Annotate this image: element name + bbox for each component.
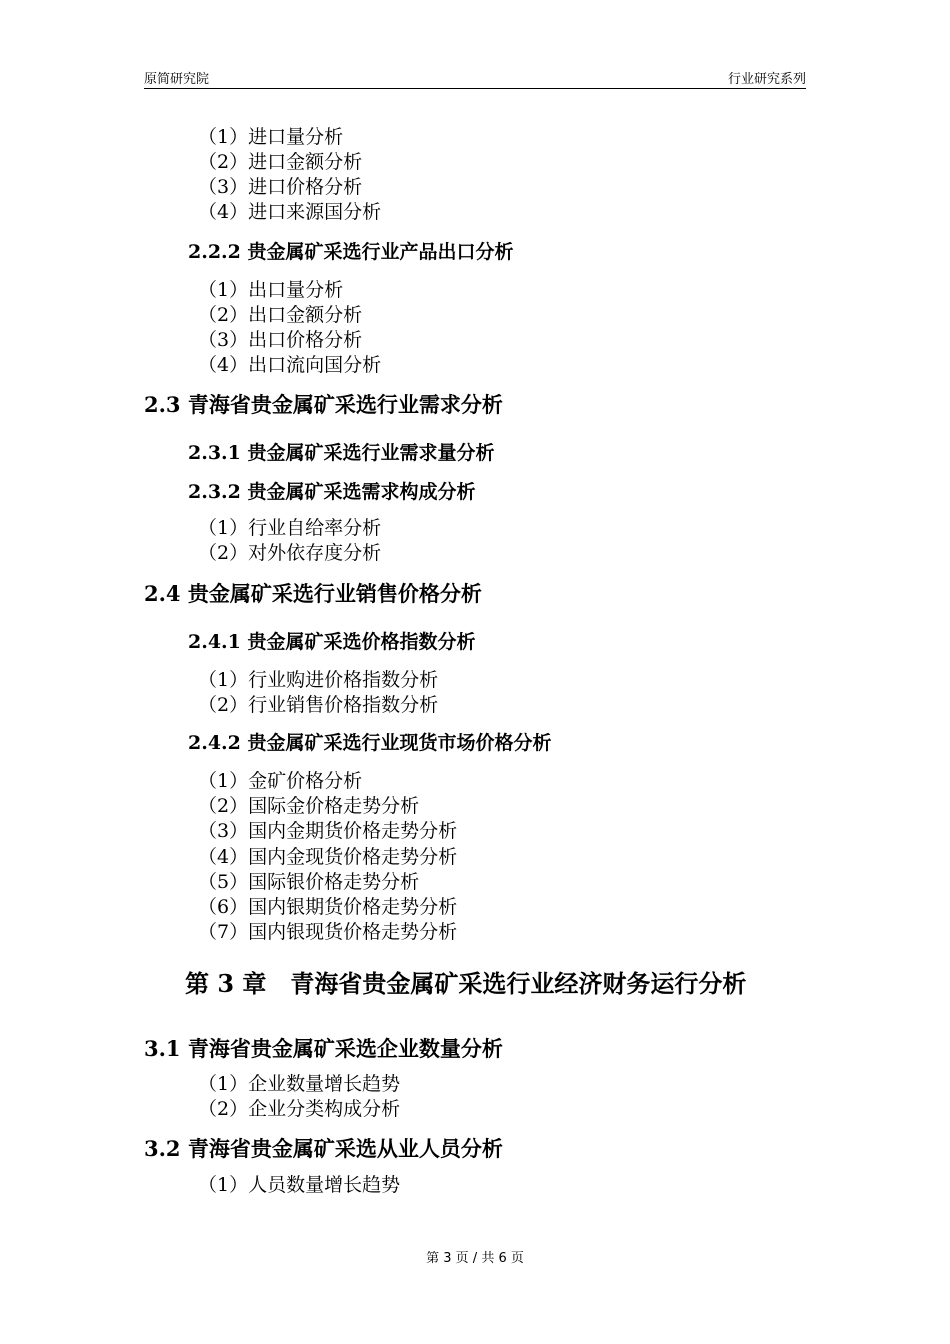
toc-line-13: （2）对外依存度分析 <box>198 542 382 564</box>
toc-line-10: 2.3.1 贵金属矿采选行业需求量分析 <box>188 442 495 464</box>
toc-line-29: （2）企业分类构成分析 <box>198 1098 401 1120</box>
running-header-left: 原简研究院 <box>144 72 210 87</box>
toc-line-2: （3）进口价格分析 <box>198 176 363 198</box>
toc-line-28: （1）企业数量增长趋势 <box>198 1073 401 1095</box>
toc-line-8: （4）出口流向国分析 <box>198 354 382 376</box>
toc-line-31: （1）人员数量增长趋势 <box>198 1174 401 1196</box>
header-rule <box>144 88 806 89</box>
toc-line-23: （5）国际银价格走势分析 <box>198 871 420 893</box>
toc-line-25: （7）国内银现货价格走势分析 <box>198 921 458 943</box>
toc-line-9: 2.3 青海省贵金属矿采选行业需求分析 <box>144 392 503 417</box>
toc-line-12: （1）行业自给率分析 <box>198 517 382 539</box>
toc-line-19: （1）金矿价格分析 <box>198 770 363 792</box>
running-header-right: 行业研究系列 <box>727 72 806 87</box>
toc-line-15: 2.4.1 贵金属矿采选价格指数分析 <box>188 631 476 653</box>
toc-line-16: （1）行业购进价格指数分析 <box>198 669 439 691</box>
page-footer: 第 3 页 / 共 6 页 <box>426 1251 524 1266</box>
toc-line-5: （1）出口量分析 <box>198 279 344 301</box>
toc-line-18: 2.4.2 贵金属矿采选行业现货市场价格分析 <box>188 732 552 754</box>
toc-line-22: （4）国内金现货价格走势分析 <box>198 846 458 868</box>
toc-line-21: （3）国内金期货价格走势分析 <box>198 820 458 842</box>
toc-line-3: （4）进口来源国分析 <box>198 201 382 223</box>
toc-line-1: （2）进口金额分析 <box>198 151 363 173</box>
toc-line-7: （3）出口价格分析 <box>198 329 363 351</box>
toc-line-24: （6）国内银期货价格走势分析 <box>198 896 458 918</box>
toc-line-30: 3.2 青海省贵金属矿采选从业人员分析 <box>144 1136 503 1161</box>
toc-line-26: 第 3 章 青海省贵金属矿采选行业经济财务运行分析 <box>185 969 747 998</box>
toc-line-27: 3.1 青海省贵金属矿采选企业数量分析 <box>144 1036 503 1061</box>
toc-line-14: 2.4 贵金属矿采选行业销售价格分析 <box>144 581 482 606</box>
toc-line-0: （1）进口量分析 <box>198 126 344 148</box>
toc-line-4: 2.2.2 贵金属矿采选行业产品出口分析 <box>188 241 514 263</box>
toc-line-11: 2.3.2 贵金属矿采选需求构成分析 <box>188 481 476 503</box>
toc-line-6: （2）出口金额分析 <box>198 304 363 326</box>
toc-line-17: （2）行业销售价格指数分析 <box>198 694 439 716</box>
toc-line-20: （2）国际金价格走势分析 <box>198 795 420 817</box>
